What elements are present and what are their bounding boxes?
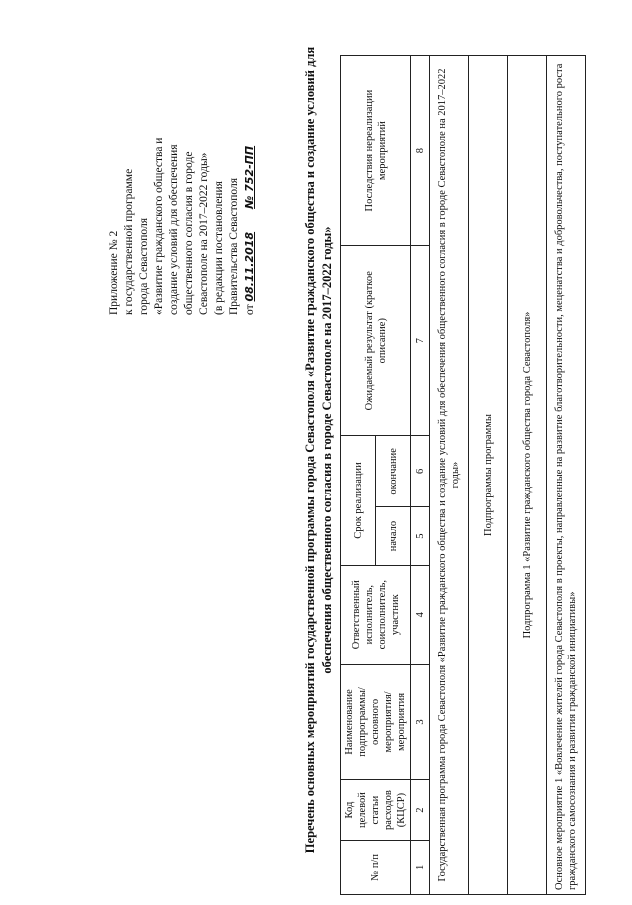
header-name: Наименование подпрограммы/основного мероприятия/мероприятия bbox=[341, 664, 411, 780]
subprograms-row: Подпрограммы программы bbox=[469, 56, 508, 895]
appendix-line: Правительства Севастополя bbox=[228, 177, 240, 315]
measures-table bbox=[340, 55, 586, 895]
appendix-line: Севастополе на 2017–2022 годы» bbox=[198, 152, 210, 315]
column-number: 1 bbox=[411, 840, 430, 894]
column-number: 4 bbox=[411, 565, 430, 664]
program-row: Государственная программа города Севастополя «Развитие гражданского общества и создание условий для обеспечения общественного согласия в городе Севастополе на 2017–2022 годы» bbox=[430, 56, 469, 895]
document-title: Перечень основных мероприятий государственной программы города Севастополя «Развитие гражданского общества и создание условий для обеспечения общественного согласия в городе Севастополе на 2017–2022 годы» bbox=[303, 46, 334, 854]
column-numbers-row bbox=[411, 56, 430, 895]
header-result: Ожидаемый результат (краткое описание) bbox=[341, 246, 411, 436]
header-responsible: Ответственный исполнитель, соисполнитель, участник bbox=[341, 565, 411, 664]
resolution-date: 08.11.2018 bbox=[243, 231, 256, 302]
appendix-line: Приложение № 2 bbox=[108, 230, 120, 315]
appendix-line: «Развитие гражданского общества и bbox=[153, 137, 165, 315]
resolution-number: № 752-ПП bbox=[243, 145, 256, 209]
column-number: 7 bbox=[411, 246, 430, 436]
column-number: 3 bbox=[411, 664, 430, 780]
header-end: окончание bbox=[376, 436, 411, 507]
appendix-line: к государственной программе bbox=[123, 168, 135, 315]
table-row bbox=[469, 56, 508, 895]
header-no: № п/п bbox=[341, 840, 411, 894]
header-consequences: Последствия нереализации мероприятий bbox=[341, 56, 411, 246]
appendix-date-line bbox=[242, 15, 258, 315]
appendix-line: общественного согласия в городе bbox=[183, 151, 195, 315]
table-row bbox=[547, 56, 586, 895]
table-row bbox=[430, 56, 469, 895]
column-number: 8 bbox=[411, 56, 430, 246]
appendix-line: города Севастополя bbox=[138, 218, 150, 315]
table-header-row bbox=[341, 56, 376, 895]
column-number: 5 bbox=[411, 507, 430, 565]
table-row bbox=[508, 56, 547, 895]
column-number: 2 bbox=[411, 780, 430, 841]
subprogram-1-row: Подпрограмма 1 «Развитие гражданского общества города Севастополя» bbox=[508, 56, 547, 895]
main-measure-1-row: Основное мероприятие 1 «Вовлечение жителей города Севастополя в проекты, направленные на развитие благотворительности, меценатства и добровольчества, поступательного роста гражданского самосознания и развития гражданской инициативы» bbox=[547, 56, 586, 895]
header-period: Срок реализации bbox=[341, 436, 376, 566]
appendix-line: (в редакции постановления bbox=[213, 181, 225, 315]
from-prefix: от bbox=[244, 304, 256, 315]
column-number: 6 bbox=[411, 436, 430, 507]
header-code: Код целевой статьи расходов (КЦСР) bbox=[341, 780, 411, 841]
appendix-line: создание условий для обеспечения bbox=[168, 144, 180, 315]
appendix-block bbox=[107, 15, 258, 315]
header-start: начало bbox=[376, 507, 411, 565]
